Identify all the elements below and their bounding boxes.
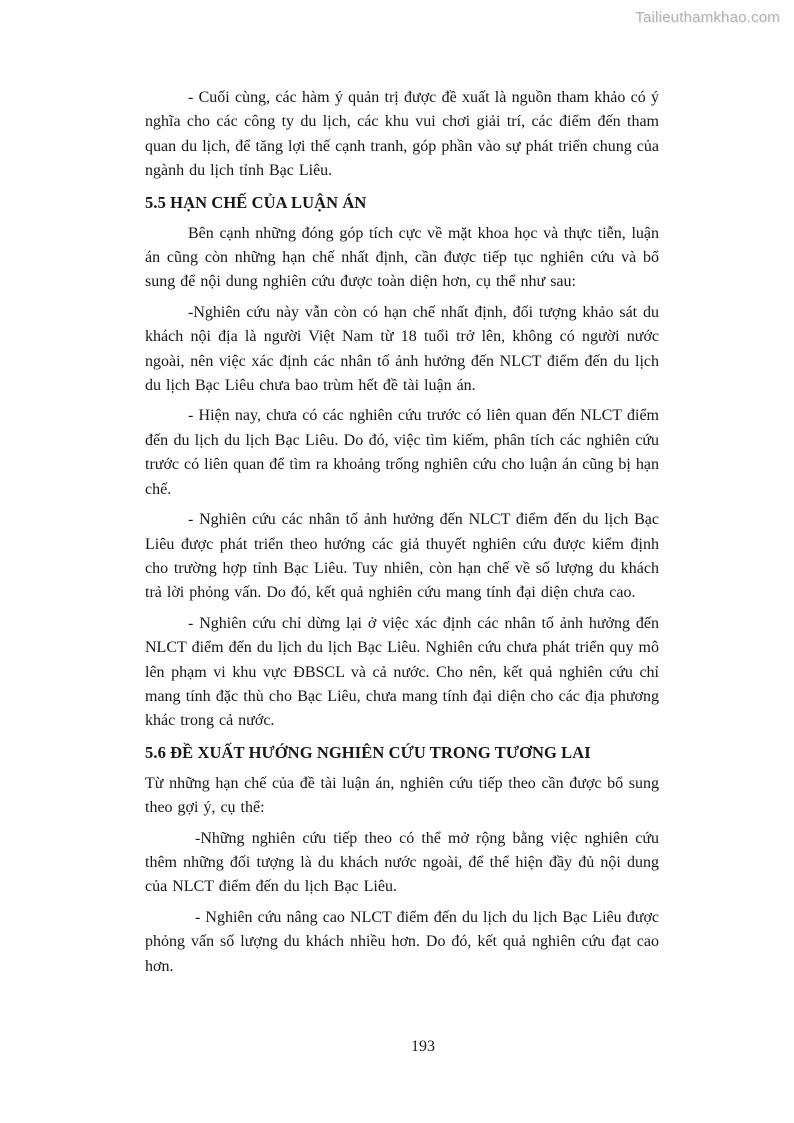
body-paragraph-future-1: -Những nghiên cứu tiếp theo có thể mở rộng bằng việc nghiên cứu thêm những đối tượng là du khách nước ngoài, để thể hiện đầy đủ nội dung của NLCT điểm đến du lịch Bạc Liêu.	[145, 829, 659, 896]
body-paragraph-limitation-2: - Hiện nay, chưa có các nghiên cứu trước có liên quan đến NLCT điểm đến du lịch du lịch Bạc Liêu. Do đó, việc tìm kiếm, phân tích các nghiên cứu trước có liên quan để tìm ra khoảng trống nghiên cứu cho luận án cũng bị hạn chế.	[145, 407, 659, 498]
section-heading-5-5: 5.5 HẠN CHẾ CỦA LUẬN ÁN	[145, 192, 367, 212]
page-number: 193	[411, 1038, 435, 1055]
watermark: Tailieuthamkhao.com	[635, 9, 780, 26]
body-paragraph-final-contribution: - Cuối cùng, các hàm ý quản trị được đề xuất là nguồn tham khảo có ý nghĩa cho các công ty du lịch, các khu vui chơi giải trí, các điểm đến tham quan du lịch, để tăng lợi thế cạnh tranh, góp phần vào sự phát triển chung của ngành du lịch tỉnh Bạc Liêu.	[145, 89, 659, 180]
body-paragraph-limitations-intro: Bên cạnh những đóng góp tích cực về mặt khoa học và thực tiễn, luận án cũng còn những hạn chế nhất định, cần được tiếp tục nghiên cứu và bổ sung để nội dung nghiên cứu được toàn diện hơn, cụ thể như sau:	[145, 224, 659, 291]
body-paragraph-future-intro: Từ những hạn chế của đề tài luận án, nghiên cứu tiếp theo cần được bổ sung theo gợi ý, cụ thể:	[145, 774, 659, 817]
body-paragraph-future-2: - Nghiên cứu nâng cao NLCT điểm đến du lịch du lịch Bạc Liêu được phỏng vấn số lượng du khách nhiều hơn. Do đó, kết quả nghiên cứu đạt cao hơn.	[145, 908, 659, 975]
section-heading-5-6: 5.6 ĐỀ XUẤT HƯỚNG NGHIÊN CỨU TRONG TƯƠNG LAI	[145, 742, 591, 762]
body-paragraph-limitation-3: - Nghiên cứu các nhân tố ảnh hưởng đến NLCT điểm đến du lịch Bạc Liêu được phát triển theo hướng các giả thuyết nghiên cứu được kiểm định cho trường hợp tỉnh Bạc Liêu. Tuy nhiên, còn hạn chế về số lượng du khách trả lời phỏng vấn. Do đó, kết quả nghiên cứu mang tính đại diện chưa cao.	[145, 511, 659, 602]
body-paragraph-limitation-1: -Nghiên cứu này vẫn còn có hạn chế nhất định, đối tượng khảo sát du khách nội địa là người Việt Nam từ 18 tuổi trở lên, không có người nước ngoài, nên việc xác định các nhân tố ảnh hưởng đến NLCT điểm đến du lịch du lịch Bạc Liêu chưa bao trùm hết đề tài luận án.	[145, 303, 659, 395]
body-paragraph-limitation-4: - Nghiên cứu chỉ dừng lại ở việc xác định các nhân tố ảnh hưởng đến NLCT điểm đến du lịch du lịch Bạc Liêu. Nghiên cứu chưa phát triển quy mô lên phạm vi khu vực ĐBSCL và cả nước. Cho nên, kết quả nghiên cứu chỉ mang tính đặc thù cho Bạc Liêu, chưa mang tính đại diện cho các địa phương khác trong cả nước.	[145, 614, 659, 730]
document-body	[145, 86, 659, 985]
